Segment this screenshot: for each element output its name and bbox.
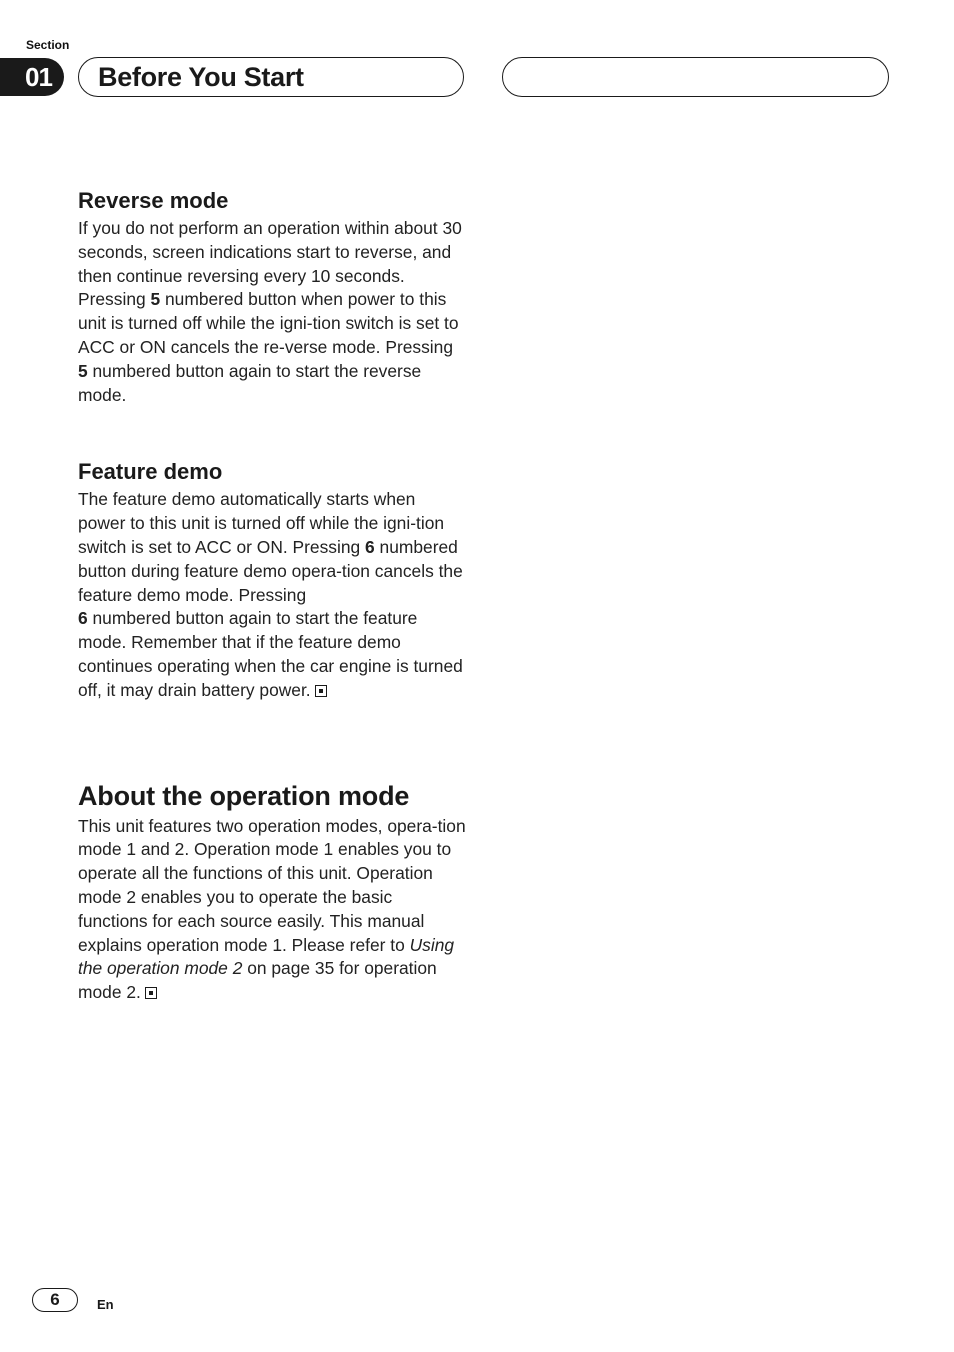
reverse-mode-button-number-1: 5 [150,289,161,310]
end-of-section-icon [145,987,157,999]
operation-mode-heading: About the operation mode [78,780,410,811]
end-of-section-icon [315,685,327,697]
reverse-mode-text-3: numbered button again to start the reverse mode. [78,360,422,405]
reverse-mode-text-1: If you do not perform an operation within about 30 seconds, screen indications start to reverse, and then continue reversing every 10 seconds. Pressing [78,218,462,310]
page-number: 6 [32,1288,78,1312]
feature-demo-paragraph [78,488,466,702]
reverse-mode-heading: Reverse mode [78,188,229,213]
feature-demo-button-number-2: 6 [78,608,88,629]
reverse-mode-text-2: numbered button when power to this unit is turned off while the igni-tion switch is set to ACC or ON cancels the re-verse mode. Pressing [78,289,459,357]
section-number-badge: 01 [0,58,64,96]
language-code: En [97,1297,114,1312]
section-title-box [78,57,464,97]
main-content [78,185,466,1005]
section-label: Section [26,38,70,52]
feature-demo-button-number-1: 6 [365,536,375,557]
empty-title-box [502,57,889,97]
operation-mode-paragraph [78,815,466,1005]
section-title: Before You Start [98,62,304,92]
feature-demo-heading: Feature demo [78,459,223,485]
feature-demo-text-3: numbered button again to start the feature mode. Remember that if the feature demo continues operating when the car engine is turned off, it may drain battery power. [78,608,463,700]
feature-demo-text-1: The feature demo automatically starts when power to this unit is turned off while the igni-tion switch is set to ACC or ON. Pressing [78,489,445,557]
operation-mode-text-1: This unit features two operation modes, opera-tion mode 1 and 2. Operation mode 1 enables you to operate all the functions of this unit. Operation mode 2 enables you to operate the basic functions for each source easily. This manual explains operation mode 1. Please refer to [78,815,466,955]
operation-mode-text-2: on page 35 for operation mode 2. [78,958,437,1003]
operation-mode-reference: Using the operation mode 2 [78,934,455,979]
feature-demo-text-2: numbered button during feature demo opera-tion cancels the feature demo mode. Pressing [78,536,463,605]
reverse-mode-button-number-2: 5 [78,360,88,381]
reverse-mode-paragraph [78,217,466,407]
